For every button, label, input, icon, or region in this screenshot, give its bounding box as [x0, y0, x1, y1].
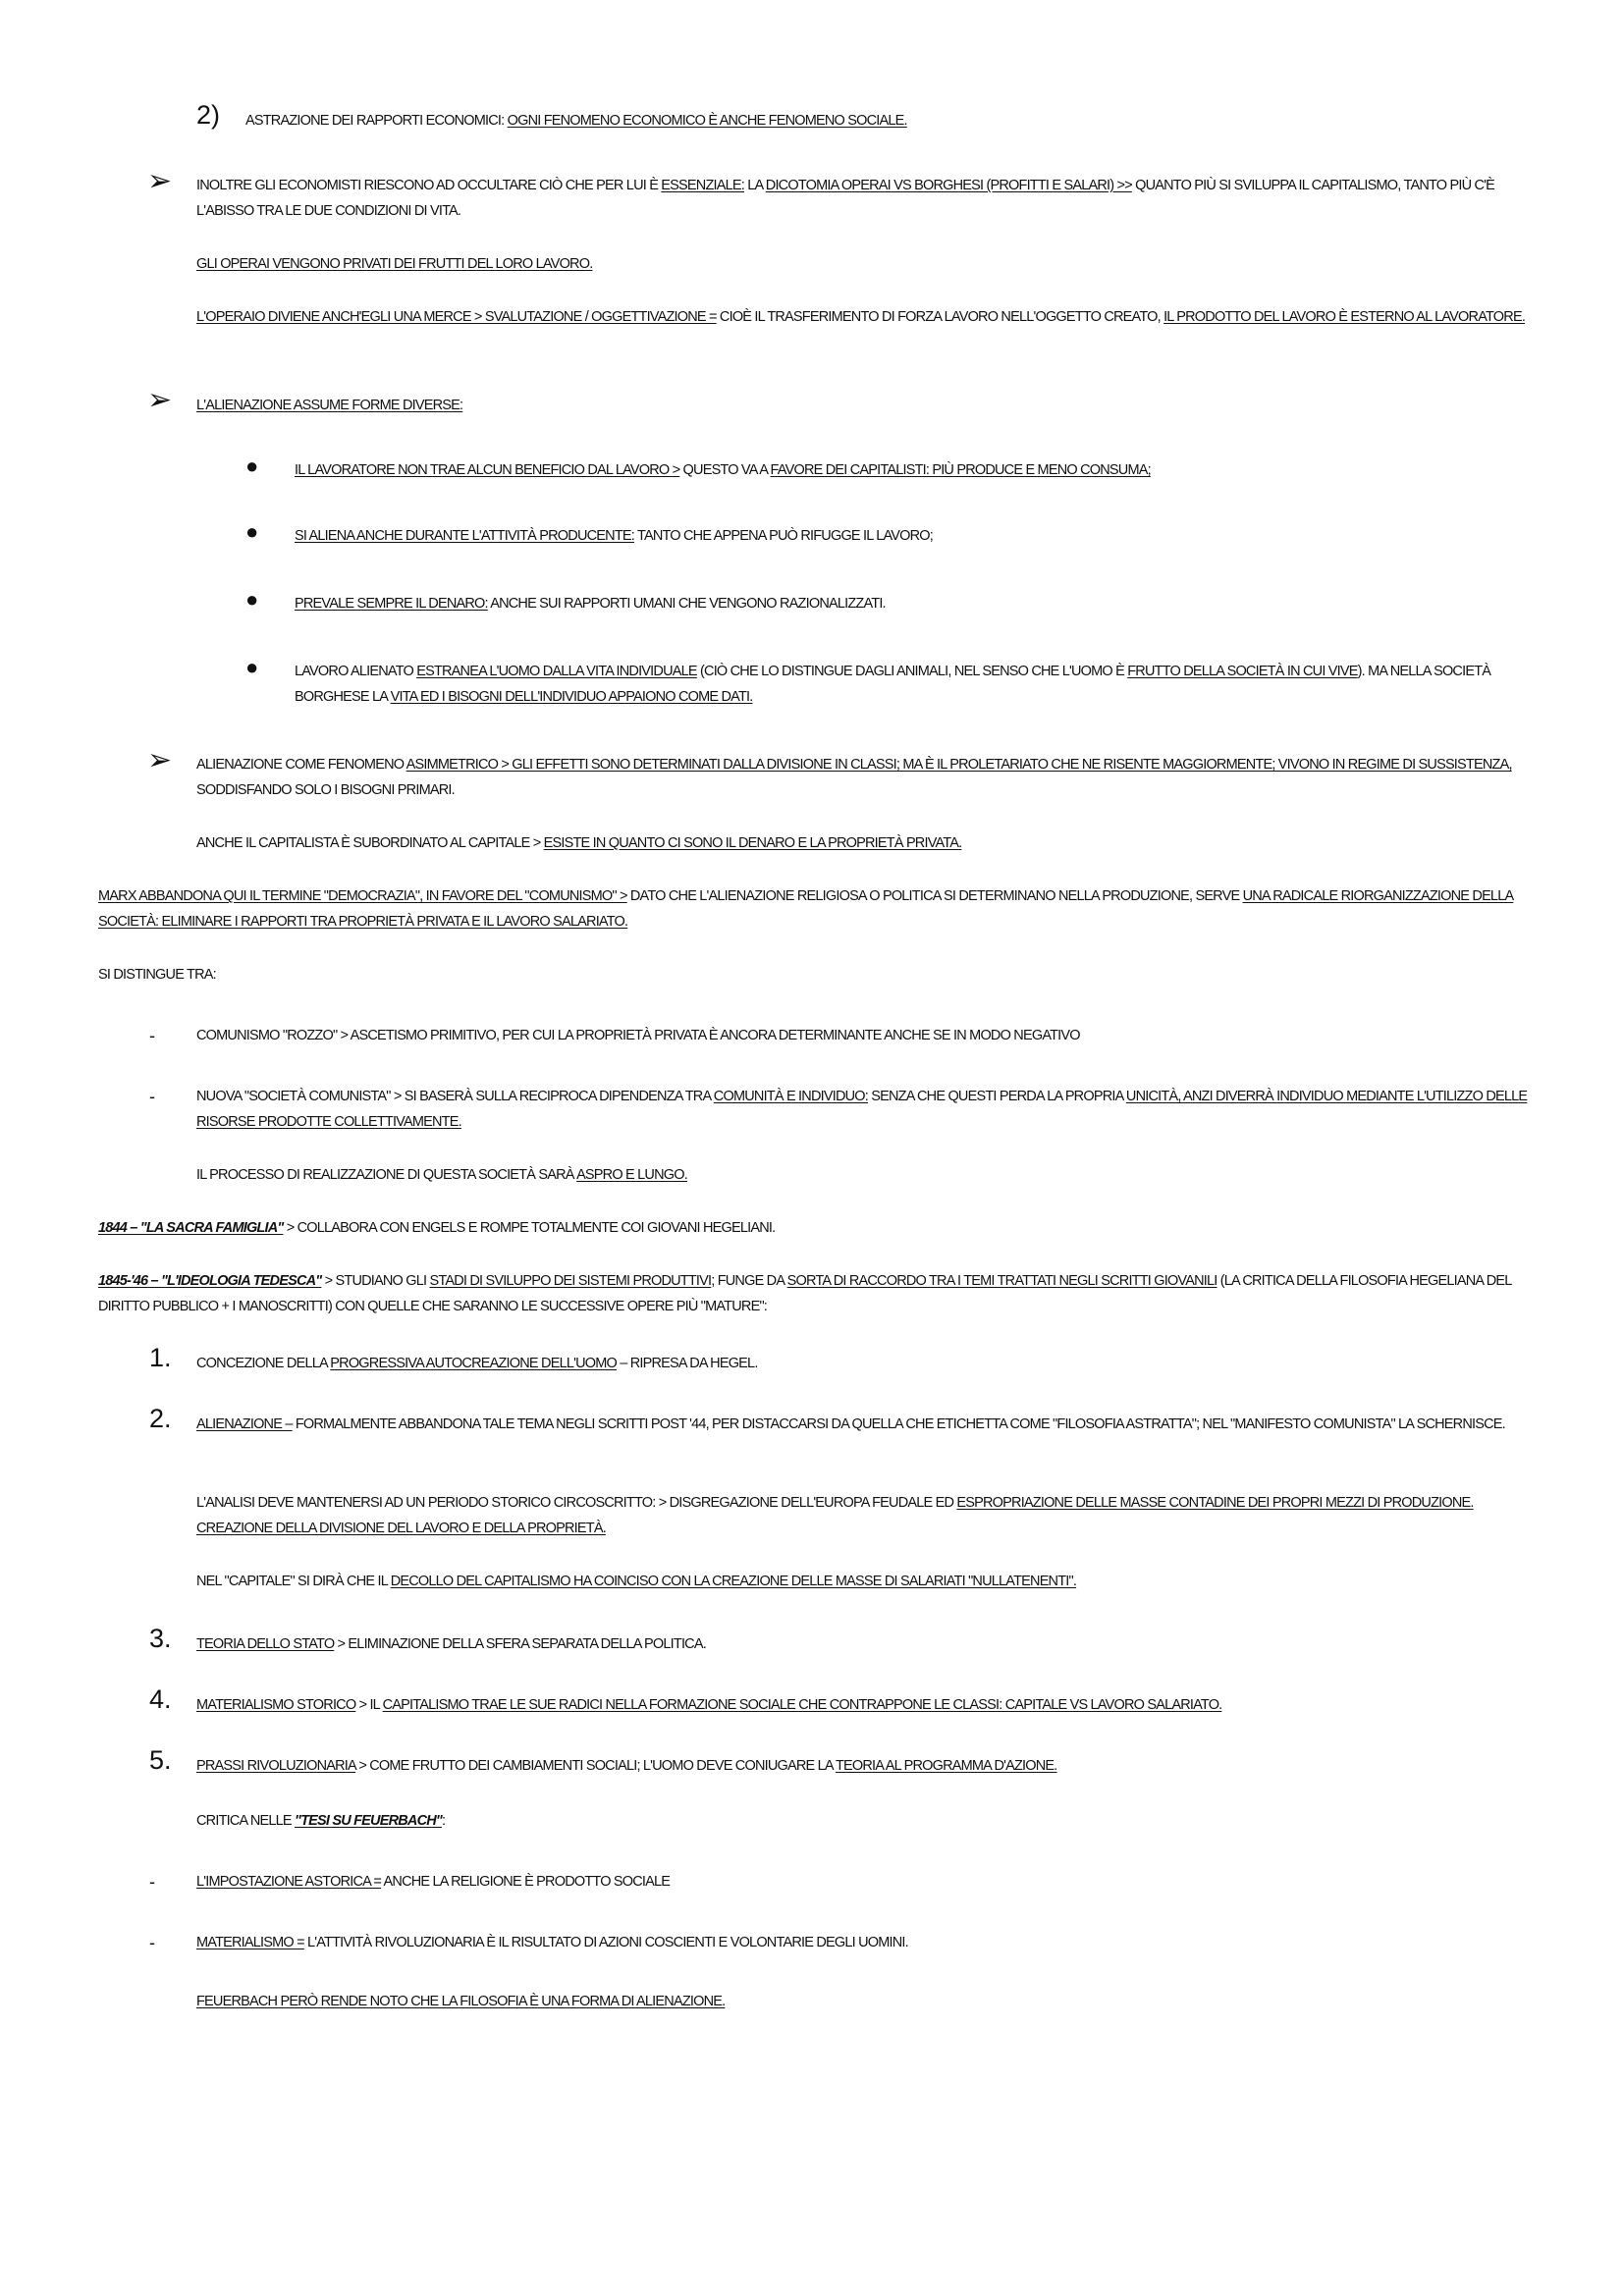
text: : [442, 1813, 446, 1829]
underlined-text: CAPITALISMO TRAE LE SUE RADICI NELLA FORMAZIONE SOCIALE CHE CONTRAPPONE LE CLASSI: CAPITALE VS LAVORO SALARIATO. [382, 1697, 1222, 1713]
text: ALIENAZIONE COME FENOMENO [196, 757, 406, 773]
underlined-text: MATERIALISMO = [196, 1935, 304, 1950]
text: NUOVA "SOCIETÀ COMUNISTA" > SI BASERÀ SULLA RECIPROCA DIPENDENZA TRA [196, 1089, 714, 1104]
underlined-text: COMUNITÀ E INDIVIDUO: [713, 1089, 869, 1104]
text: LA [743, 178, 766, 193]
dash-bullet: - [149, 1026, 155, 1045]
underlined-text: UNA RADICALE RIORGANIZZAZIONE DELLA SOCIETÀ: ELIMINARE I RAPPORTI TRA PROPRIETÀ PRIVATA E IL LAVORO SALARIATO. [98, 888, 1514, 930]
text: L'ANALISI DEVE MANTENERSI AD UN PERIODO STORICO CIRCOSCRITTO: > DISGREGAZIONE DELL'EUROPA FEUDALE ED [196, 1495, 957, 1511]
list-number: 3. [149, 1624, 172, 1653]
list-number: 1. [149, 1343, 172, 1372]
paragraph [196, 1412, 1542, 1437]
paragraph [196, 1023, 1080, 1048]
text: ANCHE IL CAPITALISTA È SUBORDINATO AL CAPITALE > [196, 835, 544, 851]
paragraph [196, 1808, 445, 1834]
paragraph [196, 830, 961, 856]
paragraph [196, 1162, 687, 1188]
underlined-text: OGNI FENOMENO ECONOMICO È ANCHE FENOMENO SOCIALE. [507, 113, 907, 129]
text: ANCHE LA RELIGIONE È PRODOTTO SOCIALE [381, 1874, 671, 1890]
text: CRITICA NELLE [196, 1813, 295, 1829]
paragraph [196, 1869, 670, 1895]
paragraph [196, 393, 462, 418]
underlined-text: FEUERBACH PERÒ RENDE NOTO CHE LA FILOSOFIA È UNA FORMA DI ALIENAZIONE. [196, 1994, 726, 2009]
underlined-text: UNICITÀ, ANZI DIVERRÀ INDIVIDUO MEDIANTE L'UTILIZZO DELLE RISORSE PRODOTTE COLLETTIVAMENTE. [196, 1089, 1528, 1130]
underlined-text: ESTRANEA L'UOMO DALLA VITA INDIVIDUALE [416, 664, 697, 679]
text: > COME FRUTTO DEI CAMBIAMENTI SOCIALI; L'UOMO DEVE CONIUGARE LA [355, 1758, 836, 1774]
underlined-text: IL LAVORATORE NON TRAE ALCUN BENEFICIO DAL LAVORO > [295, 462, 680, 478]
paragraph [98, 883, 1542, 934]
underlined-text: VITA ED I BISOGNI DELL'INDIVIDUO APPAIONO COME DATI. [390, 689, 753, 705]
list-number: 2. [149, 1404, 172, 1433]
paragraph [196, 1569, 1076, 1594]
text: FORMALMENTE ABBANDONA TALE TEMA NEGLI SCRITTI POST '44, PER DISTACCARSI DA QUELLA CHE ETICHETTA COME "FILOSOFIA ASTRATTA"; NEL "MANIFESTO COMUNISTA" LA SCHERNISCE. [292, 1416, 1505, 1432]
dash-bullet: - [149, 1872, 155, 1892]
paragraph [196, 1490, 1542, 1541]
text: > STUDIANO GLI [321, 1273, 430, 1289]
underlined-text: STADI DI SVILUPPO DEI SISTEMI PRODUTTIVI [429, 1273, 712, 1289]
text: IL PROCESSO DI REALIZZAZIONE DI QUESTA SOCIETÀ SARÀ [196, 1167, 577, 1183]
dash-bullet: - [149, 1087, 155, 1106]
underlined-text: PRASSI RIVOLUZIONARIA [196, 1758, 356, 1774]
paragraph [295, 457, 1151, 483]
list-number: 5. [149, 1745, 172, 1775]
text: > IL [355, 1697, 383, 1713]
text: L'ATTIVITÀ RIVOLUZIONARIA È IL RISULTATO DI AZIONI COSCIENTI E VOLONTARIE DEGLI UOMINI. [303, 1935, 908, 1950]
text: SODDISFANDO SOLO I BISOGNI PRIMARI. [196, 782, 455, 798]
underlined-text: ASIMMETRICO > GLI EFFETTI SONO DETERMINATI DALLA DIVISIONE IN CLASSI; MA È IL PROLETARIATO CHE NE RISENTE MAGGIORMENTE; VIVONO IN REGIME DI SUSSISTENZA, [406, 757, 1512, 773]
arrow-bullet-icon: ➢ [147, 384, 173, 416]
text: ASTRAZIONE DEI RAPPORTI ECONOMICI: [245, 113, 508, 129]
underlined-text: MARX ABBANDONA QUI IL TERMINE "DEMOCRAZIA", IN FAVORE DEL "COMUNISMO" > [98, 888, 627, 904]
bullet-icon: ● [245, 587, 259, 612]
underlined-text: GLI OPERAI VENGONO PRIVATI DEI FRUTTI DEL LORO LAVORO. [196, 256, 593, 272]
paragraph [245, 108, 907, 133]
paragraph [196, 173, 1542, 224]
paragraph [196, 1692, 1221, 1718]
text: (LA CRITICA DELLA FILOSOFIA HEGELIANA DEL DIRITTO PUBBLICO + I MANOSCRITTI) CON QUELLE CHE SARANNO LE SUCCESSIVE OPERE PIÙ "MATURE": [98, 1273, 1511, 1314]
paragraph [196, 1989, 725, 2014]
underlined-text: ESSENZIALE: [661, 178, 744, 193]
paragraph [98, 962, 216, 988]
underlined-text: L'IMPOSTAZIONE ASTORICA = [196, 1874, 382, 1890]
arrow-bullet-icon: ➢ [147, 165, 173, 197]
text: TANTO CHE APPENA PUÒ RIFUGGE IL LAVORO; [634, 528, 933, 544]
text: NEL "CAPITALE" SI DIRÀ CHE IL [196, 1574, 391, 1589]
section-heading: 1844 – "LA SACRA FAMIGLIA" [98, 1220, 284, 1236]
underlined-text: PROGRESSIVA AUTOCREAZIONE DELL'UOMO [330, 1356, 617, 1371]
title-ref: "TESI SU FEUERBACH" [295, 1813, 443, 1829]
underlined-text: L'OPERAIO DIVIENE ANCH'EGLI UNA MERCE > SVALUTAZIONE / OGGETTIVAZIONE = [196, 309, 717, 325]
underlined-text: ALIENAZIONE – [196, 1416, 293, 1432]
underlined-text: SI ALIENA ANCHE DURANTE L'ATTIVITÀ PRODUCENTE: [295, 528, 634, 544]
text: ANCHE SUI RAPPORTI UMANI CHE VENGONO RAZIONALIZZATI. [487, 596, 886, 612]
underlined-text: L'ALIENAZIONE ASSUME FORME DIVERSE: [196, 398, 463, 413]
text: > ELIMINAZIONE DELLA SFERA SEPARATA DELLA POLITICA. [334, 1636, 706, 1652]
underlined-text: MATERIALISMO STORICO [196, 1697, 356, 1713]
paragraph [196, 1351, 758, 1376]
underlined-text: DECOLLO DEL CAPITALISMO HA COINCISO CON LA CREAZIONE DELLE MASSE DI SALARIATI "NULLATENENTI". [390, 1574, 1077, 1589]
underlined-text: ESPROPRIAZIONE DELLE MASSE CONTADINE DEI PROPRI MEZZI DI PRODUZIONE. CREAZIONE DELLA DIVISIONE DEL LAVORO E DELLA PROPRIETÀ. [196, 1495, 1474, 1536]
paragraph [196, 1753, 1057, 1779]
underlined-text: TEORIA DELLO STATO [196, 1636, 335, 1652]
paragraph [295, 523, 933, 549]
section-heading: 1845-'46 – "L'IDEOLOGIA TEDESCA" [98, 1273, 322, 1289]
arrow-bullet-icon: ➢ [147, 744, 173, 776]
underlined-text: FAVORE DEI CAPITALISTI: PIÙ PRODUCE E MENO CONSUMA; [770, 462, 1151, 478]
heading-underlined [98, 1273, 321, 1289]
paragraph [98, 1215, 775, 1241]
underlined-text: FRUTTO DELLA SOCIETÀ IN CUI VIVE [1127, 664, 1358, 679]
underlined-text: IL PRODOTTO DEL LAVORO È ESTERNO AL LAVORATORE. [1163, 309, 1526, 325]
dash-bullet: - [149, 1933, 155, 1952]
underlined-text: SORTA DI RACCORDO TRA I TEMI TRATTATI NEGLI SCRITTI GIOVANILI [786, 1273, 1217, 1289]
text: QUESTO VA A [679, 462, 771, 478]
underlined-italic [295, 1813, 442, 1829]
list-number: 4. [149, 1684, 172, 1714]
underlined-text: PREVALE SEMPRE IL DENARO: [295, 596, 488, 612]
text: INOLTRE GLI ECONOMISTI RIESCONO AD OCCULTARE CIÒ CHE PER LUI È [196, 178, 662, 193]
text: LAVORO ALIENATO [295, 664, 417, 679]
paragraph [196, 304, 1542, 330]
paragraph [295, 591, 886, 616]
text: CONCEZIONE DELLA [196, 1356, 331, 1371]
paragraph [196, 251, 592, 277]
underlined-text: ESISTE IN QUANTO CI SONO IL DENARO E LA PROPRIETÀ PRIVATA. [543, 835, 962, 851]
text: SI DISTINGUE TRA: [98, 967, 216, 983]
text: – RIPRESA DA HEGEL. [616, 1356, 758, 1371]
paragraph [98, 1268, 1542, 1319]
heading-underlined [98, 1220, 283, 1236]
bullet-icon: ● [245, 655, 259, 679]
paragraph [196, 1084, 1542, 1135]
text: ). MA NELLA SOCIETÀ BORGHESE LA [295, 664, 1491, 705]
bullet-icon: ● [245, 519, 259, 544]
text: ; FUNGE DA [711, 1273, 787, 1289]
text: DATO CHE L'ALIENAZIONE RELIGIOSA O POLITICA SI DETERMINANO NELLA PRODUZIONE, SERVE [626, 888, 1243, 904]
text: COMUNISMO "ROZZO" > ASCETISMO PRIMITIVO, PER CUI LA PROPRIETÀ PRIVATA È ANCORA DETERMINANTE ANCHE SE IN MODO NEGATIVO [196, 1028, 1080, 1043]
paragraph [295, 659, 1542, 710]
underlined-text: ASPRO E LUNGO. [576, 1167, 687, 1183]
list-number: 2) [196, 100, 221, 130]
text: CIOÈ IL TRASFERIMENTO DI FORZA LAVORO NELL'OGGETTO CREATO, [716, 309, 1164, 325]
paragraph [196, 1930, 908, 1955]
bullet-icon: ● [245, 454, 259, 478]
underlined-text: DICOTOMIA OPERAI VS BORGHESI (PROFITTI E SALARI) >> [765, 178, 1132, 193]
paragraph [196, 752, 1542, 803]
underlined-text: TEORIA AL PROGRAMMA D'AZIONE. [835, 1758, 1057, 1774]
text: QUANTO PIÙ SI SVILUPPA IL CAPITALISMO, TANTO PIÙ C'È L'ABISSO TRA LE DUE CONDIZIONI DI VITA. [196, 178, 1495, 219]
text: SENZA CHE QUESTI PERDA LA PROPRIA [868, 1089, 1126, 1104]
text: > COLLABORA CON ENGELS E ROMPE TOTALMENTE COI GIOVANI HEGELIANI. [283, 1220, 776, 1236]
text: (CIÒ CHE LO DISTINGUE DAGLI ANIMALI, NEL SENSO CHE L'UOMO È [696, 664, 1128, 679]
paragraph [196, 1631, 706, 1657]
